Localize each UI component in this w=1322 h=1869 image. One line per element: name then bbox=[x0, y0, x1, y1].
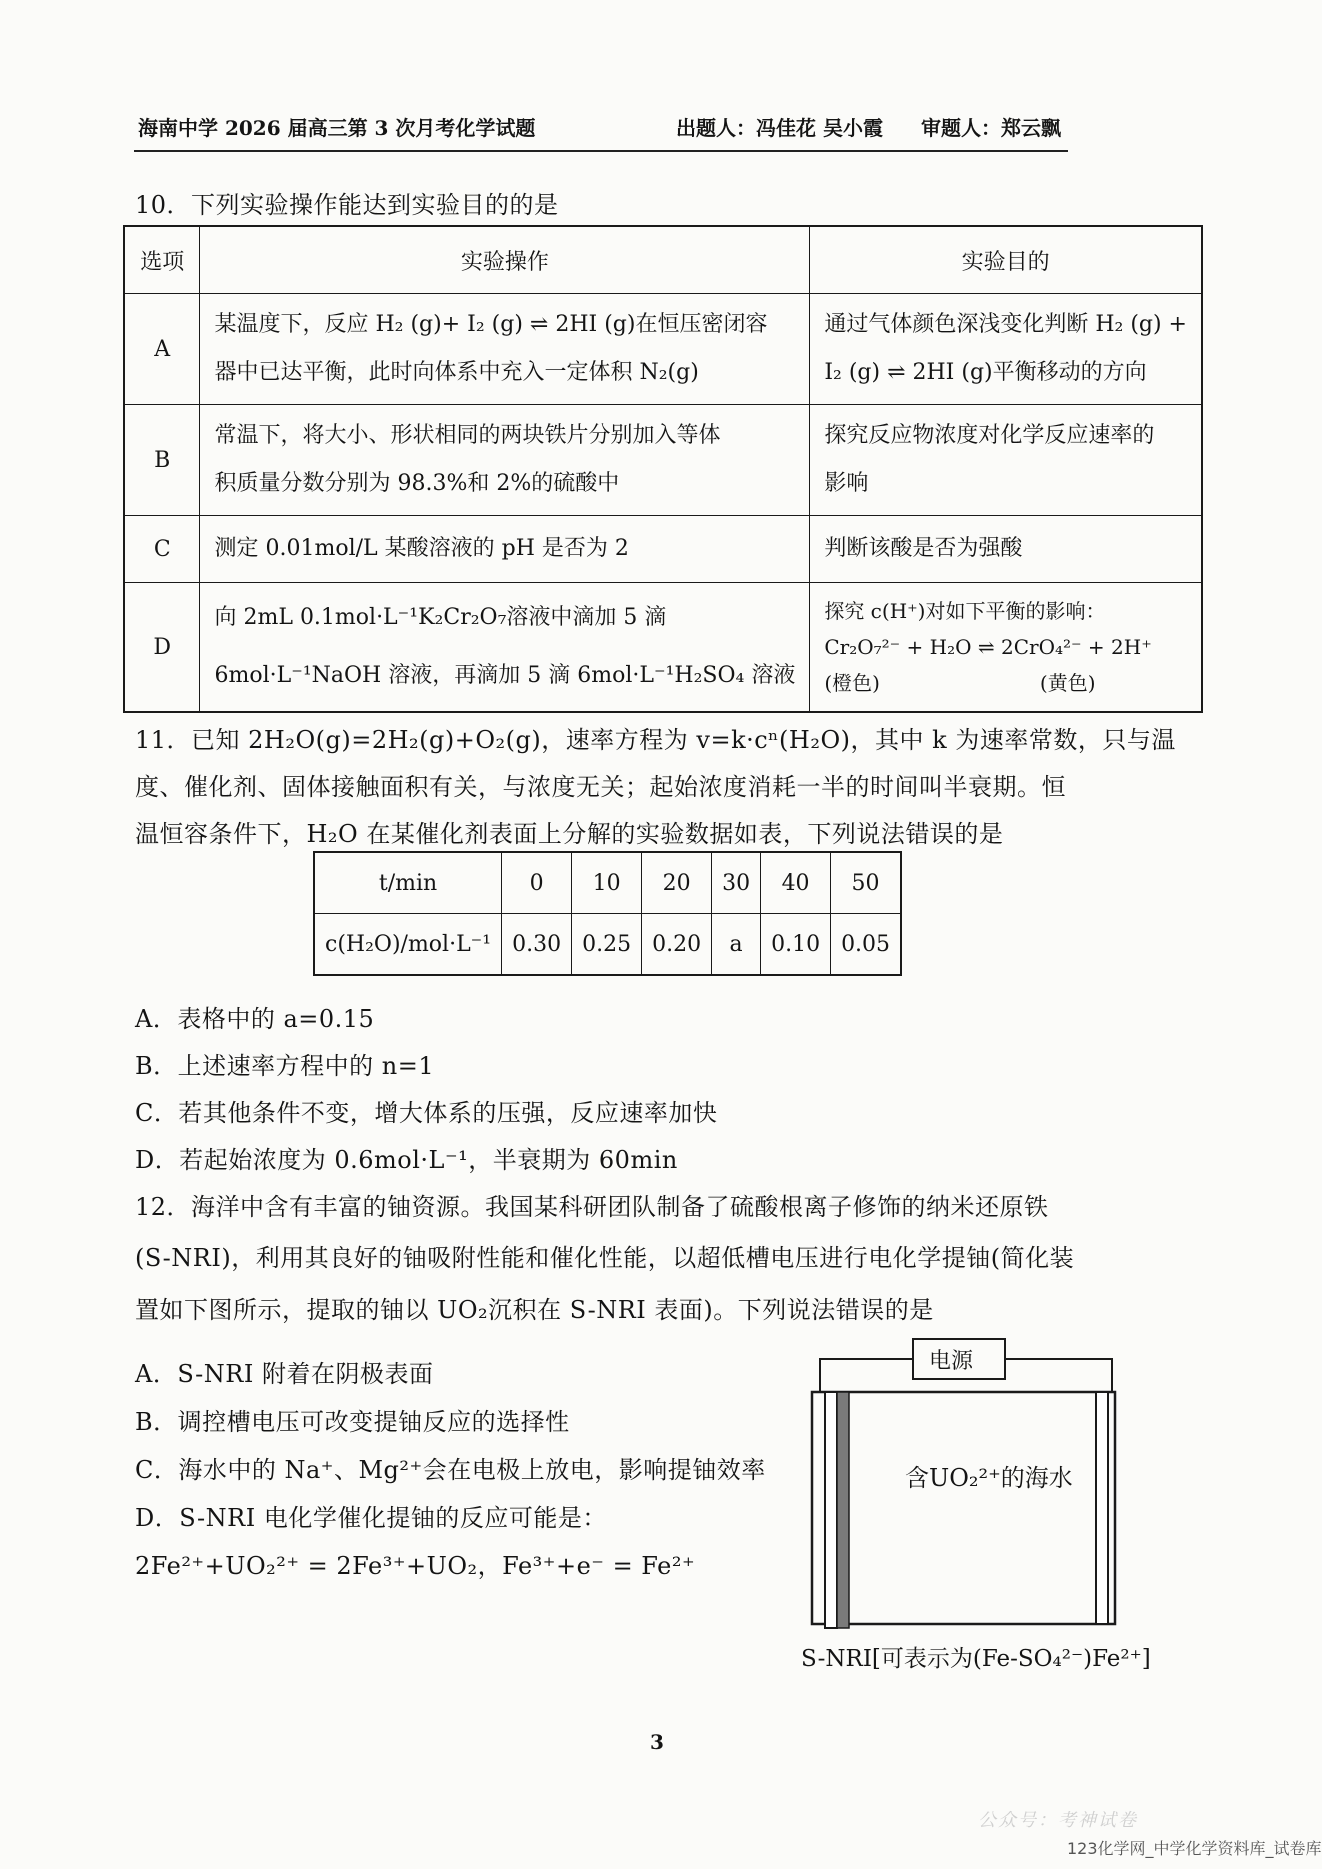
electrolysis-diagram bbox=[801, 1332, 1151, 1692]
q10-table bbox=[123, 225, 1203, 713]
q10-operation-line: 向 2mL 0.1mol·L⁻¹K₂Cr₂O₇溶液中滴加 5 滴 bbox=[214, 605, 667, 630]
q12-stem-line: (S-NRI)，利用其良好的铀吸附性能和催化性能，以超低槽电压进行电化学提铀(简化装 bbox=[135, 1244, 1075, 1272]
q10-header-option: 选项 bbox=[124, 226, 200, 294]
q10-stem: 10．下列实验操作能达到实验目的的是 bbox=[135, 191, 559, 219]
q12-option-b: B．调控槽电压可改变提铀反应的选择性 bbox=[135, 1408, 570, 1436]
q10-row bbox=[124, 583, 1202, 713]
reviewer: 审题人：郑云飘 bbox=[921, 116, 1061, 140]
anode bbox=[1096, 1392, 1108, 1624]
q11-concentration-cell: 0.10 bbox=[761, 914, 831, 976]
q10-option-label: C bbox=[124, 516, 200, 583]
s-nri-caption: S-NRI[可表示为(Fe-SO₄²⁻)Fe²⁺] bbox=[801, 1646, 1151, 1672]
left-wire bbox=[820, 1359, 913, 1392]
q10-goal-line: I₂ (g) ⇌ 2HI (g)平衡移动的方向 bbox=[824, 360, 1147, 385]
q12-option-a: A．S-NRI 附着在阴极表面 bbox=[135, 1360, 434, 1388]
q11-concentration-row bbox=[314, 914, 901, 976]
q11-concentration-cell: a bbox=[712, 914, 761, 976]
q10-header-goal: 实验目的 bbox=[810, 226, 1202, 294]
q11-option-d: D．若起始浓度为 0.6mol·L⁻¹，半衰期为 60min bbox=[135, 1146, 678, 1174]
q10-header-operation: 实验操作 bbox=[200, 226, 810, 294]
q10-goal-line: 探究反应物浓度对化学反应速率的 bbox=[824, 423, 1155, 448]
q10-operation-line: 常温下，将大小、形状相同的两块铁片分别加入等体 bbox=[214, 423, 721, 448]
q11-time-cell: 40 bbox=[761, 852, 831, 914]
q11-concentration-cell: 0.30 bbox=[502, 914, 572, 976]
q11-time-label: t/min bbox=[314, 852, 502, 914]
s-nri-coating bbox=[837, 1392, 849, 1628]
q11-time-cell: 30 bbox=[712, 852, 761, 914]
q12-stem-line: 12．海洋中含有丰富的铀资源。我国某科研团队制备了硫酸根离子修饰的纳米还原铁 bbox=[135, 1193, 1049, 1221]
page-number: 3 bbox=[650, 1730, 664, 1754]
header-rule bbox=[134, 150, 1068, 152]
q11-time-row bbox=[314, 852, 901, 914]
q10-goal-line: 影响 bbox=[824, 471, 869, 496]
q11-concentration-cell: 0.05 bbox=[831, 914, 901, 976]
q11-time-cell: 20 bbox=[642, 852, 712, 914]
q11-data-table bbox=[313, 851, 902, 976]
q10-row bbox=[124, 405, 1202, 516]
q10-operation-line: 6mol·L⁻¹NaOH 溶液，再滴加 5 滴 6mol·L⁻¹H₂SO₄ 溶液 bbox=[214, 663, 796, 688]
q11-stem-line: 11．已知 2H₂O(g)=2H₂(g)+O₂(g)，速率方程为 v=k·cⁿ(H₂O)，其中 k 为速率常数，只与温 bbox=[135, 726, 1176, 754]
q11-stem-line: 温恒容条件下，H₂O 在某催化剂表面上分解的实验数据如表，下列说法错误的是 bbox=[135, 820, 1004, 848]
q11-option-b: B．上述速率方程中的 n=1 bbox=[135, 1052, 435, 1080]
q10-row bbox=[124, 516, 1202, 583]
q12-option-d: D．S-NRI 电化学催化提铀的反应可能是： bbox=[135, 1504, 607, 1532]
q12-option-d-equation: 2Fe²⁺+UO₂²⁺ = 2Fe³⁺+UO₂，Fe³⁺+e⁻ = Fe²⁺ bbox=[135, 1552, 696, 1580]
q10-goal-line: 探究 c(H⁺)对如下平衡的影响： bbox=[824, 599, 1106, 623]
q10-equilibrium-equation: Cr₂O₇²⁻ + H₂O ⇌ 2CrO₄²⁻ + 2H⁺ bbox=[824, 635, 1152, 659]
q11-option-a: A．表格中的 a=0.15 bbox=[135, 1005, 375, 1033]
electrolytic-cell bbox=[812, 1392, 1115, 1624]
source-footer: 123化学网_中学化学资料库_试卷库 bbox=[1067, 1839, 1322, 1858]
q11-time-cell: 50 bbox=[831, 852, 901, 914]
q10-operation-line: 某温度下，反应 H₂ (g)+ I₂ (g) ⇌ 2HI (g)在恒压密闭容 bbox=[214, 312, 768, 337]
seawater-label: 含UO₂²⁺的海水 bbox=[905, 1464, 1073, 1492]
q11-time-cell: 0 bbox=[502, 852, 572, 914]
exam-title: 海南中学 2026 届高三第 3 次月考化学试题 bbox=[138, 116, 536, 140]
q10-option-label: B bbox=[124, 405, 200, 516]
q10-goal-line: 判断该酸是否为强酸 bbox=[824, 536, 1023, 561]
q10-row bbox=[124, 294, 1202, 405]
q10-goal-line: 通过气体颜色深浅变化判断 H₂ (g) + bbox=[824, 312, 1187, 337]
q11-concentration-cell: 0.25 bbox=[572, 914, 642, 976]
q10-option-label: A bbox=[124, 294, 200, 405]
q10-operation-line: 器中已达平衡，此时向体系中充入一定体积 N₂(g) bbox=[214, 360, 699, 385]
q10-header-row bbox=[124, 226, 1202, 294]
q11-stem-line: 度、催化剂、固体接触面积有关，与浓度无关；起始浓度消耗一半的时间叫半衰期。恒 bbox=[135, 773, 1066, 801]
power-source-label: 电源 bbox=[929, 1349, 974, 1374]
right-wire bbox=[1005, 1359, 1112, 1392]
q10-operation-line: 测定 0.01mol/L 某酸溶液的 pH 是否为 2 bbox=[214, 536, 629, 561]
setters: 出题人：冯佳花 吴小霞 bbox=[676, 116, 883, 140]
q12-stem-line: 置如下图所示，提取的铀以 UO₂沉积在 S-NRI 表面)。下列说法错误的是 bbox=[135, 1296, 934, 1324]
q11-time-cell: 10 bbox=[572, 852, 642, 914]
cathode bbox=[825, 1392, 837, 1628]
q10-color-labels: (橙色) (黄色) bbox=[824, 671, 1096, 695]
q12-option-c: C．海水中的 Na⁺、Mg²⁺会在电极上放电，影响提铀效率 bbox=[135, 1456, 766, 1484]
q10-operation-line: 积质量分数分别为 98.3%和 2%的硫酸中 bbox=[214, 471, 620, 496]
q11-concentration-cell: 0.20 bbox=[642, 914, 712, 976]
q11-concentration-label: c(H₂O)/mol·L⁻¹ bbox=[314, 914, 502, 976]
q10-option-label: D bbox=[124, 583, 200, 713]
watermark: 公众号：考神试卷 bbox=[978, 1810, 1138, 1831]
q11-option-c: C．若其他条件不变，增大体系的压强，反应速率加快 bbox=[135, 1099, 718, 1127]
